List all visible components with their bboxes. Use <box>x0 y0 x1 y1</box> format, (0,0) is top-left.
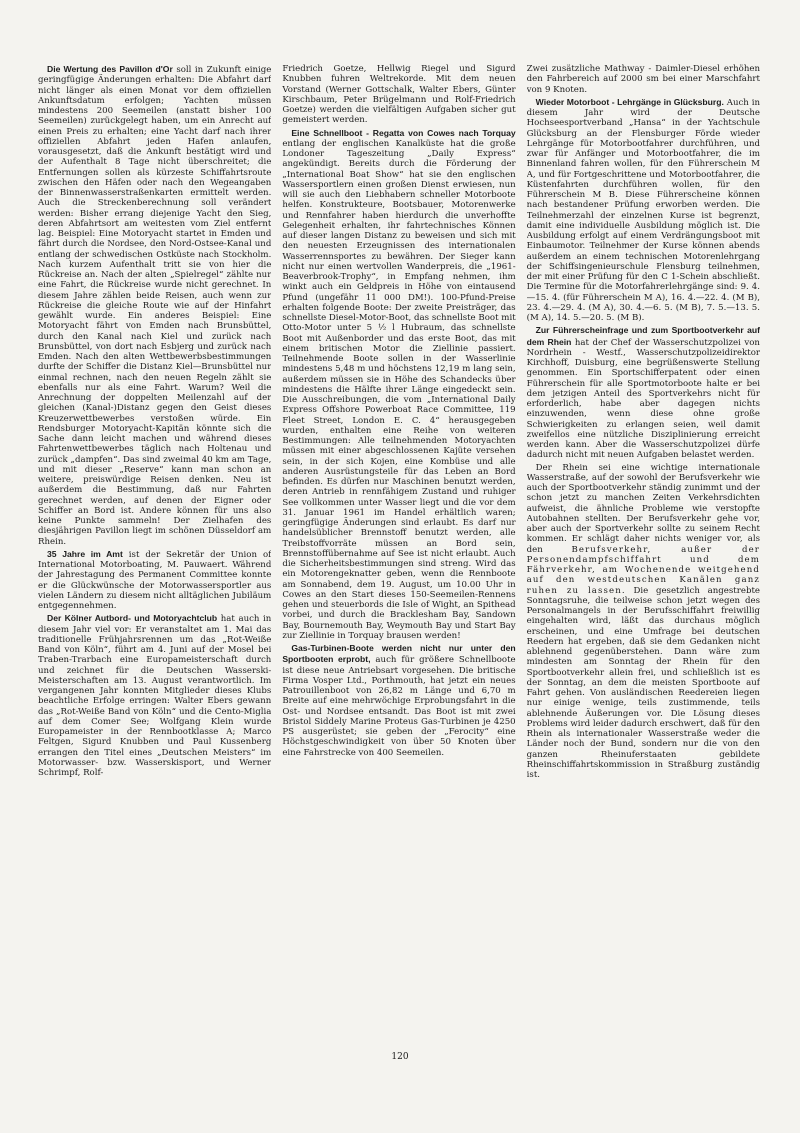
article-schnellboot-regatta <box>282 128 515 642</box>
article-body: Zwei zusätzliche Mathway - Daimler-Diesel erhöhen den Fahrbereich auf 2000 sm bei einer Marschfahrt von 9 Knoten. <box>526 64 760 95</box>
article-continuation <box>527 64 760 95</box>
article-koelner-club <box>38 613 271 778</box>
article-body: Der Rhein sei eine wichtige internationale Wasserstraße, auf der sowohl der Berufsverkehr wie auch der Sportbootverkehr ständig zunimmt und der schon jetzt zu manchen Zeiten Verkehrsdichten aufweist, die ähnliche Probleme wie verstopfte Autobahnen stellten. Der Berufsverkehr gehe vor, aber auch der Sportverkehr sollte zu seinem Recht kommen. Er schlägt daher nichts weniger vor, als den <box>526 462 760 555</box>
article-motorboot-lehrgaenge <box>527 97 760 324</box>
text-columns <box>38 64 760 1050</box>
article-body: Auch in diesem Jahr wird der Deutsche Hochseesportverband „Hansa“ in der Yachtschule Glücksburg an der Flensburger Förde wieder Lehrgänge für Motorbootfahrer durchführen, und zwar für Anfänger und Motorbootfahrer, die im Binnenland fahren wollen, für den Führerschein M A, und für Fortgeschrittene und Motorbootfahrer, die Küstenfahrten durchführen wollen, für den Führerschein M B. Diese Führerscheine können nach bestandener Prüfung erworben werden. Die Teilnehmerzahl der einzelnen Kurse ist begrenzt, damit eine individuelle Ausbildung möglich ist. Die Ausbildung erfolgt auf einem Verdrängungsboot mit Einbaumotor. Teilnehmer der Kurse können abends außerdem an einem technischen Motorenlehrgang der Schiffsingenieurschule Flensburg teilnehmen, der mit einer Prüfung für den C 1-Schein abschließt. Die Termine für die Motorfahrerlehrgänge sind: 9. 4.—15. 4. (für Führerschein M A), 16. 4.—22. 4. (M B), 23. 4.—29. 4. (M A), 30. 4.—6. 5. (M B), 7. 5.—13. 5. (M A), 14. 5.—20. 5. (M B). <box>526 97 760 323</box>
column-3 <box>527 64 760 1050</box>
page-number: 120 <box>391 1052 409 1062</box>
article-body: Die gesetzlich angestrebte Sonntagsruhe, die teilweise schon jetzt wegen des Personalmangels in der Berufsschiffahrt freiwillig eingehalten wird, läßt das durchaus möglich erscheinen, und eine Umfrage bei deutschen Reedern hat ergeben, daß sie dem Gedanken nicht ablehnend gegenüberstehen. Dann wäre zum mindesten am Sonntag der Rhein für den Sportbootverkehr allein frei, und schließlich ist es der Sonntag, an dem die meisten Sportboote auf Fahrt gehen. Von ausländischen Reedereien liegen nur einige wenige, teils zustimmende, teils ablehnende Äußerungen vor. Die Lösung dieses Problems wird leider dadurch erschwert, daß für den Rhein als internationaler Wasserstraße weder die Länder noch der Bund, sondern nur die von den ganzen Rheinuferstaaten gebildete Rheinschiffahrtskommission in Straßburg zuständig ist. <box>526 585 760 780</box>
article-heading: Die Wertung des Pavillon d'Or <box>47 64 173 74</box>
article-body: Friedrich Goetze, Hellwig Riegel und Sigurd Knubben fuhren Weltrekorde. Mit dem neuen Vorstand (Werner Gottschalk, Walter Ebers, Günter Kirschbaum, Peter Brügelmann und Rolf-Friedrich Goetze) werden die vielfältigen Aufgaben sicher gut gemeistert werden. <box>282 64 516 126</box>
article-rhein-wasserstrasse <box>527 463 760 781</box>
article-body: soll in Zukunft einige geringfügige Änderungen erhalten: Die Abfahrt darf nicht länger als einen Monat vor dem offiziellen Ankunftsdatum erfolgen; Yachten müssen mindestens 200 Seemeilen (anstatt bisher 100 Seemeilen) zurückgelegt haben, um ein Anrecht auf einen Preis zu erhalten; eine Yacht darf nach ihrer offiziellen Abfahrt jeden Hafen anlaufen, vorausgesetzt, daß die Ankunft bestätigt wird und der Aufenthalt 8 Tage nicht überschreitet; die Entfernungen sollen als kürzeste Schiffahrtsroute zwischen den Häfen oder nach den Wegeangaben der Binnenwasserstraßenkarten ermittelt werden. Auch die Streckenberechnung soll verändert werden: Bisher errang diejenige Yacht den Sieg, deren Abfahrtsort am weitesten vom Ziel entfernt lag. Beispiel: Eine Motoryacht startet in Emden und fährt durch die Nordsee, den Nord-Ostsee-Kanal und entlang der schwedischen Ostküste nach Stockholm. Nach kurzem Aufenthalt tritt sie von hier die Rückreise an. Nach der alten „Spielregel“ zählte nur eine Fahrt, die Rückreise wurde nicht gerechnet. In diesem Jahre zählen beide Reisen, auch wenn zur Rückreise die gleiche Route wie auf der Hinfahrt gewählt wurde. Ein anderes Beispiel: Eine Motoryacht fährt von Emden nach Brunsbüttel, durch den Kanal nach Kiel und zurück nach Brunsbüttel, von dort nach Esbjerg und zurück nach Emden. Nach den alten Wettbewerbsbestimmungen durfte der Schiffer die Distanz Kiel—Brunsbüttel nur einmal rechnen, nach den neuen Regeln zählt sie ebenfalls nur als eine Fahrt. Warum? Weil die Anrechnung der doppelten Meilenzahl auf der gleichen (Kanal-)Distanz gegen den Geist dieses Kreuzerwettbewerbes verstoßen würde. Ein Rendsburger Motoryacht-Kapitän könnte sich die Sache dann leicht machen und während dieses Fahrtenwettbewerbes täglich nach Holtenau und zurück „dampfen“. Das sind zweimal 40 km am Tage, und mit dieser „Reserve“ kann man schon an weitere, preiswürdige Reisen denken. Neu ist außerdem die Bestimmung, daß nur Fahrten gerechnet werden, auf denen der Eigner oder Schiffer an Bord ist. Andere können für uns also keine Punkte sammeln! Der Zielhafen des diesjährigen Pavillon liegt im schönen Düsseldorf am Rhein. <box>38 65 272 547</box>
article-heading: Wieder Motorboot - Lehrgänge in Glücksburg. <box>535 96 724 107</box>
article-pavillon-dor <box>38 64 271 547</box>
article-heading: 35 Jahre im Amt <box>47 548 123 559</box>
article-gas-turbinen <box>282 643 515 758</box>
article-emphasis: Berufsverkehr, außer der Personendampfschiffahrt und dem Fährverkehr, am Wochenende weitgehend auf den westdeutschen Kanälen ganz ruhen zu lassen. <box>526 544 760 596</box>
article-body: hat auch in diesem Jahr viel vor: Er veranstaltet am 1. Mai das traditionelle Frühjahrsrennen um das „Rot-Weiße Band von Köln“, führt am 4. Juni auf der Mosel bei Traben-Trarbach eine Europameisterschaft durch und zeichnet für die Deutschen Wasserski-Meisterschaften am 13. August verantwortlich. Im vergangenen Jahr konnten Mitglieder dieses Klubs beachtliche Erfolge erringen: Walter Ebers gewann das „Rot-Weiße Band von Köln“ und die Cento-Miglia auf dem Comer See; Wolfgang Klein wurde Europameister in der Rennbootklasse A; Marco Feltgen, Sigurd Knubben und Paul Kussenberg errangen den Titel eines „Deutschen Meisters“ im Motorwasser- bzw. Wasserskisport, und Werner Schrimpf, Rolf- <box>38 614 272 778</box>
article-heading: Gas-Turbinen-Boote werden nicht nur unter den Sportbooten erprobt, <box>282 643 516 665</box>
article-heading: Zur Führerscheinfrage und zum Sportbootverkehr auf dem Rhein <box>526 325 760 347</box>
article-35-jahre <box>38 549 271 612</box>
column-1 <box>38 64 271 1050</box>
article-body: hat der Chef der Wasserschutzpolizei von Nordrhein - Westf., Wasserschutzpolizeidirektor Kirchhoff, Duisburg, eine begrüßenswerte Stellung genommen. Ein Sportschifferpatent oder einen Führerschein für alle Sportmotorboote halte er bei dem jetzigen Anteil des Sportverkehrs nicht für erforderlich, habe aber dagegen nichts einzuwenden, wenn diese ohne große Schwierigkeiten zu erlangen seien, weil damit zweifellos eine nützliche Disziplinierung erreicht werden kann. Aber die Wasserschutzpolizei dürfe dadurch nicht mit neuen Aufgaben belastet werden. <box>526 337 760 461</box>
article-body: entlang der englischen Kanalküste hat die große Londoner Tageszeitung „Daily Express“ angekündigt. Bereits durch die Förderung der „International Boat Show“ hat sie den englischen Wassersportlern einen großen Dienst erwiesen, nun will sie auch den Liebhabern schneller Motorboote helfen. Konstrukteure, Bootsbauer, Motorenwerke und Rennfahrer haben hierdurch die unverhoffte Gelegenheit erhalten, ihr fahrtechnisches Können auf dieser langen Distanz zu beweisen und sich mit den neuesten Erzeugnissen des internationalen Wasserrennsportes zu bewähren. Der Sieger kann nicht nur einen wertvollen Wanderpreis, die „1961-Beaverbrook-Trophy“, in Empfang nehmen, ihm winkt auch ein Geldpreis in Höhe von eintausend Pfund (ungefähr 11 000 DM!). 100-Pfund-Preise erhalten folgende Boote: Der zweite Preisträger, das schnellste Diesel-Motor-Boot, das schnellste Boot mit Otto-Motor unter 5 ½ l Hubraum, das schnellste Boot mit Außenborder und das erste Boot, das mit einem britischen Motor die Ziellinie passiert. Teilnehmende Boote sollen in der Wasserlinie mindestens 5,48 m und höchstens 12,19 m lang sein, außerdem müssen sie in Höhe des Schandecks über mindestens die Hälfte ihrer Länge eingedeckt sein. Die Ausschreibungen, die vom „International Daily Express Offshore Powerboat Race Committee, 119 Fleet Street, London E. C. 4“ herausgegeben wurden, enthalten eine Reihe von weiteren Bestimmungen: Alle teilnehmenden Motoryachten müssen mit einer abgeschlossenen Kajüte versehen sein, in der sich Kojen, eine Kombüse und alle anderen Ausrüstungsteile für das Leben an Bord befinden. Es dürfen nur Maschinen benutzt werden, deren Antrieb in rennfähigem Zustand und ruhiger See vollkommen unter Wasser liegt und die vor dem 31. Januar 1961 im Handel erhältlich waren; geringfügige Änderungen sind erlaubt. Es darf nur handelsüblicher Brennstoff benutzt werden, alle Treibstoffvorräte müssen an Bord sein, Brennstoffübernahme auf See ist nicht erlaubt. Auch die Sicherheitsbestimmungen sind streng. Wird das ein Motorengeknatter geben, wenn die Rennboote am Sonnabend, dem 19. August, um 10.00 Uhr in Cowes an den Start dieses 150-Seemeilen-Rennens gehen und steuerbords die Isle of Wight, an Spithead vorbei, und durch die Bracklesham Bay, Sandown Bay, Bournemouth Bay, Weymouth Bay und Start Bay zur Ziellinie in Torquay brausen werden! <box>282 138 516 641</box>
article-body: ist der Sekretär der Union of International Motorboating, M. Pauwaert. Während der Jahrestagung des Permanent Committee konnte er die Glückwünsche der Motorwassersportler aus vielen Ländern zu diesem nicht alltäglichen Jubiläum entgegennehmen. <box>38 549 272 611</box>
article-body: auch für größere Schnellboote ist diese neue Antriebsart vorgesehen. Die britische Firma Vosper Ltd., Porthmouth, hat jetzt ein neues Patrouillenboot von 26,82 m Länge und 6,70 m Breite auf eine mehrwöchige Erprobungsfahrt in die Ost- und Nordsee entsandt. Das Boot ist mit zwei Bristol Siddely Marine Proteus Gas-Turbinen je 4250 PS ausgerüstet; sie geben der „Ferocity“ eine Höchstgeschwindigkeit von über 50 Knoten über eine Fahrstrecke von 400 Seemeilen. <box>282 655 516 758</box>
article-heading: Der Kölner Autbord- und Motoryachtclub <box>47 613 218 624</box>
article-fuehrerscheinfrage <box>527 325 760 460</box>
article-heading: Eine Schnellboot - Regatta von Cowes nach Torquay <box>291 127 516 138</box>
article-continuation <box>282 64 515 126</box>
column-2 <box>282 64 515 1050</box>
